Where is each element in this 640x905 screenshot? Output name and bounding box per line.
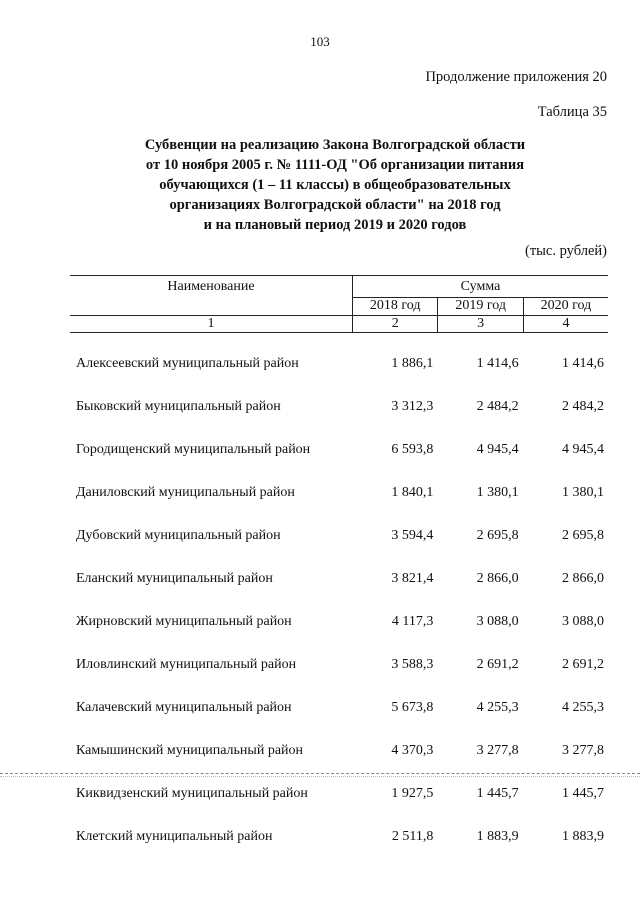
value-2019: 2 695,8 — [476, 527, 519, 543]
district-name: Даниловский муниципальный район — [76, 484, 295, 500]
value-2019: 1 883,9 — [476, 828, 519, 844]
page-number: 103 — [310, 34, 330, 49]
value-2019: 4 945,4 — [476, 441, 519, 457]
value-2018: 1 927,5 — [391, 785, 434, 801]
value-2020: 2 866,0 — [562, 570, 604, 586]
district-name: Городищенский муниципальный район — [76, 441, 311, 457]
value-2018: 1 840,1 — [391, 484, 434, 500]
value-2018: 2 511,8 — [391, 828, 434, 844]
value-2018: 5 673,8 — [391, 699, 434, 715]
table-row — [70, 428, 608, 471]
title-line: обучающихся (1 – 11 классы) в общеобразовательных — [159, 177, 511, 193]
header-name: Наименование — [70, 276, 353, 316]
value-2020: 4 255,3 — [562, 699, 604, 715]
value-2019: 3 277,8 — [476, 742, 519, 758]
table-row — [70, 600, 608, 643]
district-name: Алексеевский муниципальный район — [76, 355, 299, 371]
value-2020: 4 945,4 — [562, 441, 604, 457]
value-2020: 1 883,9 — [562, 828, 604, 844]
table-header — [70, 275, 608, 333]
title-line: и на плановый период 2019 и 2020 годов — [203, 217, 467, 233]
value-2018: 3 312,3 — [391, 398, 434, 414]
value-2019: 2 484,2 — [476, 398, 519, 414]
table-number: Таблица 35 — [537, 104, 607, 120]
table-row — [70, 643, 608, 686]
table-row — [70, 686, 608, 729]
value-2020: 2 484,2 — [562, 398, 604, 414]
header-index-2: 2 — [353, 316, 438, 333]
value-2019: 1 380,1 — [476, 484, 519, 500]
value-2019: 1 445,7 — [476, 785, 519, 801]
value-2019: 3 088,0 — [476, 613, 519, 629]
header-index-3: 3 — [438, 316, 523, 333]
title-line: Субвенции на реализацию Закона Волгоградской области — [144, 137, 526, 153]
header-index-1: 1 — [70, 316, 353, 333]
page-break-line-secondary — [0, 776, 640, 777]
table-row — [70, 342, 608, 385]
value-2018: 4 370,3 — [391, 742, 434, 758]
units-label: (тыс. рублей) — [525, 243, 607, 259]
value-2019: 2 866,0 — [476, 570, 519, 586]
value-2020: 1 380,1 — [562, 484, 604, 500]
district-name: Киквидзенский муниципальный район — [76, 785, 308, 801]
district-name: Дубовский муниципальный район — [76, 527, 281, 543]
table-row — [70, 815, 608, 858]
district-name: Камышинский муниципальный район — [76, 742, 304, 758]
header-index-4: 4 — [523, 316, 608, 333]
table-body — [70, 342, 608, 858]
district-name: Калачевский муниципальный район — [76, 699, 292, 715]
table-row — [70, 729, 608, 772]
value-2020: 1 414,6 — [562, 355, 604, 371]
value-2020: 1 445,7 — [562, 785, 604, 801]
appendix-continuation: Продолжение приложения 20 — [425, 69, 607, 85]
title-line: от 10 ноября 2005 г. № 1111-ОД "Об организации питания — [145, 157, 525, 173]
value-2018: 3 588,3 — [391, 656, 434, 672]
table-title — [0, 135, 640, 235]
value-2018: 3 594,4 — [391, 527, 434, 543]
value-2018: 6 593,8 — [391, 441, 434, 457]
district-name: Иловлинский муниципальный район — [76, 656, 297, 672]
value-2020: 3 088,0 — [562, 613, 604, 629]
header-year-2019: 2019 год — [438, 297, 523, 315]
header-year-2020: 2020 год — [540, 297, 592, 313]
table-row — [70, 385, 608, 428]
page-break-line — [0, 773, 640, 774]
value-2018: 3 821,4 — [391, 570, 434, 586]
value-2020: 2 695,8 — [562, 527, 604, 543]
value-2020: 2 691,2 — [562, 656, 604, 672]
value-2018: 4 117,3 — [391, 613, 434, 629]
table-row — [70, 514, 608, 557]
value-2020: 3 277,8 — [562, 742, 604, 758]
table-row — [70, 772, 608, 815]
table-row — [70, 471, 608, 514]
value-2019: 1 414,6 — [476, 355, 519, 371]
table-row — [70, 557, 608, 600]
header-sum: Сумма — [353, 276, 609, 298]
value-2018: 1 886,1 — [391, 355, 434, 371]
value-2019: 4 255,3 — [476, 699, 519, 715]
district-name: Еланский муниципальный район — [76, 570, 273, 586]
value-2019: 2 691,2 — [476, 656, 519, 672]
district-name: Быковский муниципальный район — [76, 398, 281, 414]
district-name: Жирновский муниципальный район — [76, 613, 292, 629]
title-line: организациях Волгоградской области" на 2018 год — [169, 197, 501, 213]
district-name: Клетский муниципальный район — [76, 828, 273, 844]
header-year-2018: 2018 год — [353, 297, 438, 315]
